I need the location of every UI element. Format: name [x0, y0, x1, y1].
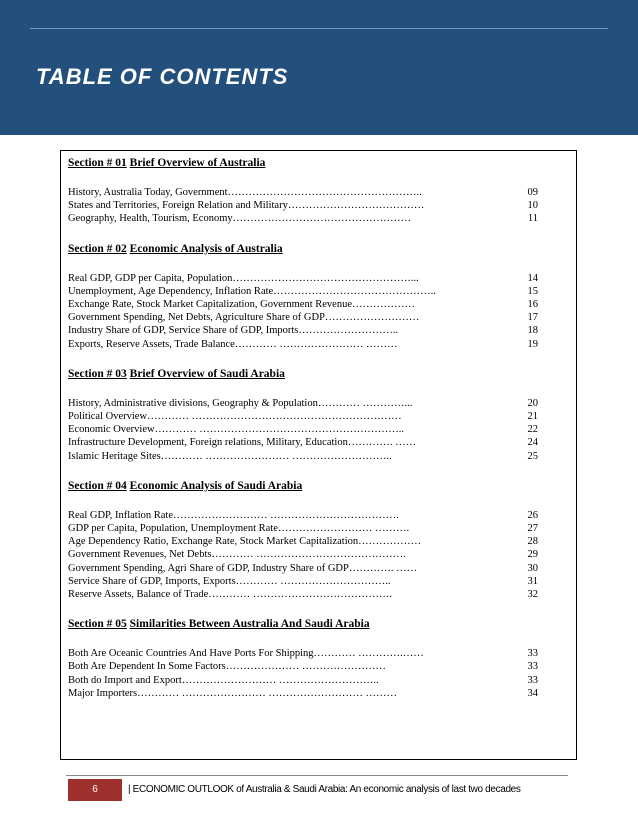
- footer-text: | ECONOMIC OUTLOOK of Australia & Saudi Arabia: An economic analysis of last two decades: [128, 784, 521, 795]
- toc-entry-page: 29: [527, 549, 538, 561]
- toc-section: [68, 242, 538, 351]
- toc-entry[interactable]: [68, 285, 538, 298]
- toc-entry-text: States and Territories, Foreign Relation and Military…………………………………: [68, 200, 425, 212]
- toc-entry-text: Unemployment, Age Dependency, Inflation Rate………………………………………..: [68, 285, 436, 297]
- toc-entry[interactable]: [68, 186, 538, 199]
- section-number: Section # 03: [68, 367, 127, 380]
- footer-rule: [66, 775, 568, 776]
- toc-entry-page: 34: [527, 687, 538, 699]
- toc-entry[interactable]: [68, 674, 538, 687]
- toc-entry-page: 25: [527, 450, 538, 462]
- section-heading: [68, 367, 538, 381]
- toc-entry[interactable]: [68, 436, 538, 449]
- toc-entry[interactable]: [68, 660, 538, 673]
- toc-entry-page: 17: [527, 312, 538, 324]
- section-heading: [68, 479, 538, 493]
- toc-entry[interactable]: [68, 338, 538, 351]
- toc-entry-text: Age Dependency Ratio, Exchange Rate, Stock Market Capitalization………………: [68, 536, 422, 548]
- toc-entry-page: 09: [527, 187, 538, 198]
- page-title: TABLE OF CONTENTS: [36, 64, 289, 89]
- section-number: Section # 01: [68, 157, 127, 169]
- toc-entry[interactable]: [68, 199, 538, 212]
- toc-entry[interactable]: [68, 272, 538, 285]
- toc-entry-text: Both do Import and Export……………………… ………………………..: [68, 674, 379, 686]
- toc-entry-text: Political Overview………… ……………………………………………………: [68, 411, 402, 423]
- section-heading: [68, 617, 538, 631]
- section-number: Section # 05: [68, 618, 127, 631]
- toc-entry[interactable]: [68, 535, 538, 548]
- toc-entry-page: 33: [527, 674, 538, 686]
- toc-entry-page: 26: [527, 509, 538, 521]
- toc-entry-page: 15: [527, 285, 538, 297]
- toc-entry[interactable]: [68, 423, 538, 436]
- section-number: Section # 02: [68, 242, 127, 255]
- toc-section: [68, 156, 538, 226]
- toc-entry-page: 28: [527, 536, 538, 548]
- toc-entry[interactable]: [68, 212, 538, 225]
- section-heading: [68, 156, 538, 170]
- toc-entry-text: Economic Overview………… …………………………………………………..: [68, 424, 404, 436]
- toc-entry[interactable]: [68, 298, 538, 311]
- toc-entry-page: 27: [527, 523, 538, 535]
- toc-entry[interactable]: [68, 450, 538, 463]
- toc-entry-page: 19: [527, 338, 538, 350]
- toc-entry-page: 21: [527, 411, 538, 423]
- toc-entry[interactable]: [68, 410, 538, 423]
- toc-entry[interactable]: [68, 522, 538, 535]
- toc-entry-page: 33: [527, 648, 538, 660]
- toc-entry-text: Both Are Dependent In Some Factors………………… ……………………: [68, 661, 386, 673]
- toc-entry-text: Government Spending, Net Debts, Agriculture Share of GDP………………………: [68, 312, 420, 324]
- toc-entry-page: 18: [527, 325, 538, 337]
- toc-entry-text: Reserve Assets, Balance of Trade………… ………………………………….: [68, 589, 393, 601]
- toc-entry-page: 31: [527, 575, 538, 587]
- toc-entry-text: Infrastructure Development, Foreign relations, Military, Education…………. ……: [68, 437, 417, 449]
- section-number: Section # 04: [68, 479, 127, 492]
- section-title: Brief Overview of Saudi Arabia: [129, 367, 285, 380]
- toc-entry-page: 30: [527, 562, 538, 574]
- section-title: Similarities Between Australia And Saudi Arabia: [129, 618, 370, 631]
- toc-entry-page: 16: [527, 299, 538, 311]
- toc-entry-text: Exchange Rate, Stock Market Capitalization, Government Revenue………………: [68, 299, 415, 311]
- section-title: Brief Overview of Australia: [129, 157, 266, 169]
- toc-entry-text: Islamic Heritage Sites………… …………………… ………………………..: [68, 450, 392, 462]
- toc-entry-page: 14: [527, 272, 538, 284]
- toc-entry-text: History, Administrative divisions, Geography & Population………… …………...: [68, 397, 413, 409]
- toc-entry-page: 32: [527, 589, 538, 601]
- toc-entry-text: Service Share of GDP, Imports, Exports………… …………………………..: [68, 575, 391, 587]
- toc-entry-text: GDP per Capita, Population, Unemployment Rate……………………… ……….: [68, 523, 410, 535]
- toc-entry[interactable]: [68, 647, 538, 660]
- toc-entry[interactable]: [68, 509, 538, 522]
- page-number: 6: [68, 779, 122, 801]
- section-title: Economic Analysis of Saudi Arabia: [129, 479, 303, 492]
- toc-entry-page: 10: [527, 200, 538, 212]
- toc-entry-text: Government Revenues, Net Debts………… …………………………………….: [68, 549, 406, 561]
- toc-section: [68, 479, 538, 601]
- toc-section: [68, 617, 538, 700]
- toc-entry[interactable]: [68, 324, 538, 337]
- toc-entry-text: Major Importers………… …………………… ……………………… ………: [68, 687, 397, 699]
- toc-entry-text: Both Are Oceanic Countries And Have Ports For Shipping………… ………….……: [68, 648, 424, 660]
- banner-rule: [30, 28, 608, 29]
- section-heading: [68, 242, 538, 256]
- toc-entry-page: 33: [527, 661, 538, 673]
- toc-entry[interactable]: [68, 311, 538, 324]
- toc-entry-text: Real GDP, Inflation Rate……………………… ……………………………….: [68, 509, 399, 521]
- toc-entry[interactable]: [68, 575, 538, 588]
- toc-entry-text: History, Australia Today, Government………………………………………………..: [68, 187, 422, 198]
- toc-entry[interactable]: [68, 588, 538, 601]
- toc-entry-text: Industry Share of GDP, Service Share of GDP, Imports………………………..: [68, 325, 399, 337]
- toc-section: [68, 367, 538, 463]
- toc-entry[interactable]: [68, 687, 538, 700]
- toc-entry[interactable]: [68, 397, 538, 410]
- toc-entry-page: 22: [527, 424, 538, 436]
- section-title: Economic Analysis of Australia: [129, 242, 283, 255]
- title-banner: [0, 0, 638, 135]
- toc-sections: [68, 156, 538, 716]
- toc-entry-text: Real GDP, GDP per Capita, Population……………………………………………...: [68, 272, 419, 284]
- toc-entry[interactable]: [68, 548, 538, 561]
- toc-entry-text: Exports, Reserve Assets, Trade Balance………… …………………… ………: [68, 338, 398, 350]
- toc-entry-page: 24: [527, 437, 538, 449]
- toc-entry-page: 11: [527, 213, 538, 225]
- toc-entry-text: Geography, Health, Tourism, Economy……………………………………………: [68, 213, 412, 225]
- toc-entry-page: 20: [527, 397, 538, 409]
- toc-entry-text: Government Spending, Agri Share of GDP, Industry Share of GDP…………. ……: [68, 562, 418, 574]
- toc-entry[interactable]: [68, 562, 538, 575]
